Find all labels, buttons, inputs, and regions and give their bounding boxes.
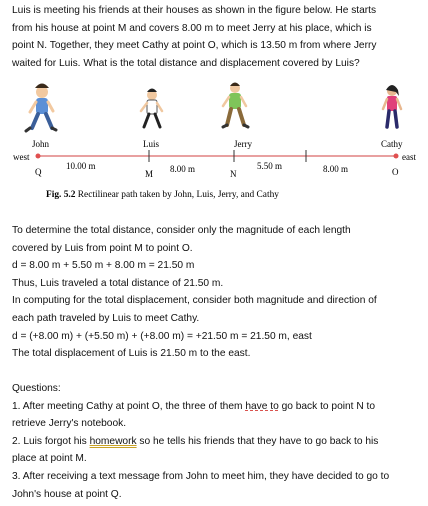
path-diagram — [0, 78, 428, 208]
label-jerry: Jerry — [234, 139, 252, 149]
intro-line: from his house at point M and covers 8.00 m to meet Jerry at his place, which is — [12, 22, 372, 34]
segment-qm-length: 10.00 m — [66, 161, 96, 171]
solution-line: each path traveled by Luis to meet Cathy. — [12, 312, 200, 324]
question-text: 1. After meeting Cathy at point O, the three of them — [12, 400, 246, 412]
point-q-dot — [36, 154, 41, 159]
figure-caption — [46, 190, 279, 200]
label-west: west — [13, 152, 30, 162]
questions-section — [12, 380, 420, 503]
question-1-cont: retrieve Jerry's notebook. — [12, 418, 127, 430]
question-text: 2. Luis forgot his — [12, 435, 90, 447]
point-q-label: Q — [35, 167, 42, 177]
jerry-figure-icon — [223, 83, 248, 128]
segment-n-length: 5.50 m — [257, 161, 283, 171]
point-m-label: M — [145, 169, 154, 179]
question-text: so he tells his friends that they have to go back to his — [136, 435, 379, 447]
distance-equation: d = 8.00 m + 5.50 m + 8.00 m = 21.50 m — [12, 260, 195, 272]
point-n-label: N — [230, 169, 237, 179]
question-3: 3. After receiving a text message from John to meet him, they have decided to go to — [12, 470, 390, 482]
solution-line: In computing for the total displacement, consider both magnitude and direction of — [12, 295, 377, 307]
question-3-cont: John's house at point Q. — [12, 488, 122, 500]
luis-figure-icon — [141, 89, 162, 128]
label-cathy: Cathy — [381, 139, 403, 149]
question-1 — [12, 398, 420, 416]
problem-statement — [12, 2, 420, 72]
label-east: east — [402, 152, 416, 162]
question-text: go back to point N to — [278, 400, 376, 412]
intro-line: point N. Together, they meet Cathy at point O, which is 13.50 m from where Jerry — [12, 40, 377, 52]
intro-line: waited for Luis. What is the total distance and displacement covered by Luis? — [12, 57, 360, 69]
solution-line: To determine the total distance, consider only the magnitude of each length — [12, 225, 351, 236]
solution-section — [12, 222, 420, 363]
intro-line: Luis is meeting his friends at their houses as shown in the figure below. He starts — [12, 5, 377, 16]
caption-text: Rectilinear path taken by John, Luis, Jerry, and Cathy — [75, 190, 279, 200]
label-luis: Luis — [143, 139, 160, 149]
point-o-dot — [394, 154, 399, 159]
segment-o-length: 8.00 m — [323, 164, 349, 174]
segment-mn-length: 8.00 m — [170, 164, 196, 174]
grammar-flag[interactable]: have to — [245, 400, 279, 412]
questions-heading: Questions: — [12, 383, 61, 394]
spelling-flag[interactable]: homework — [89, 435, 137, 447]
displacement-equation: d = (+8.00 m) + (+5.50 m) + (+8.00 m) = +21.50 m = 21.50 m, east — [12, 330, 312, 342]
caption-number: Fig. 5.2 — [46, 190, 76, 200]
point-o-label: O — [392, 167, 399, 177]
solution-line: Thus, Luis traveled a total distance of 21.50 m. — [12, 277, 224, 289]
question-2 — [12, 433, 420, 451]
john-figure-icon — [26, 84, 56, 132]
cathy-figure-icon — [383, 85, 401, 127]
solution-line: covered by Luis from point M to point O. — [12, 242, 193, 254]
figure-rectilinear-path — [0, 78, 428, 208]
label-john: John — [32, 139, 50, 149]
solution-line: The total displacement of Luis is 21.50 m to the east. — [12, 348, 251, 360]
question-2-cont: place at point M. — [12, 453, 87, 465]
